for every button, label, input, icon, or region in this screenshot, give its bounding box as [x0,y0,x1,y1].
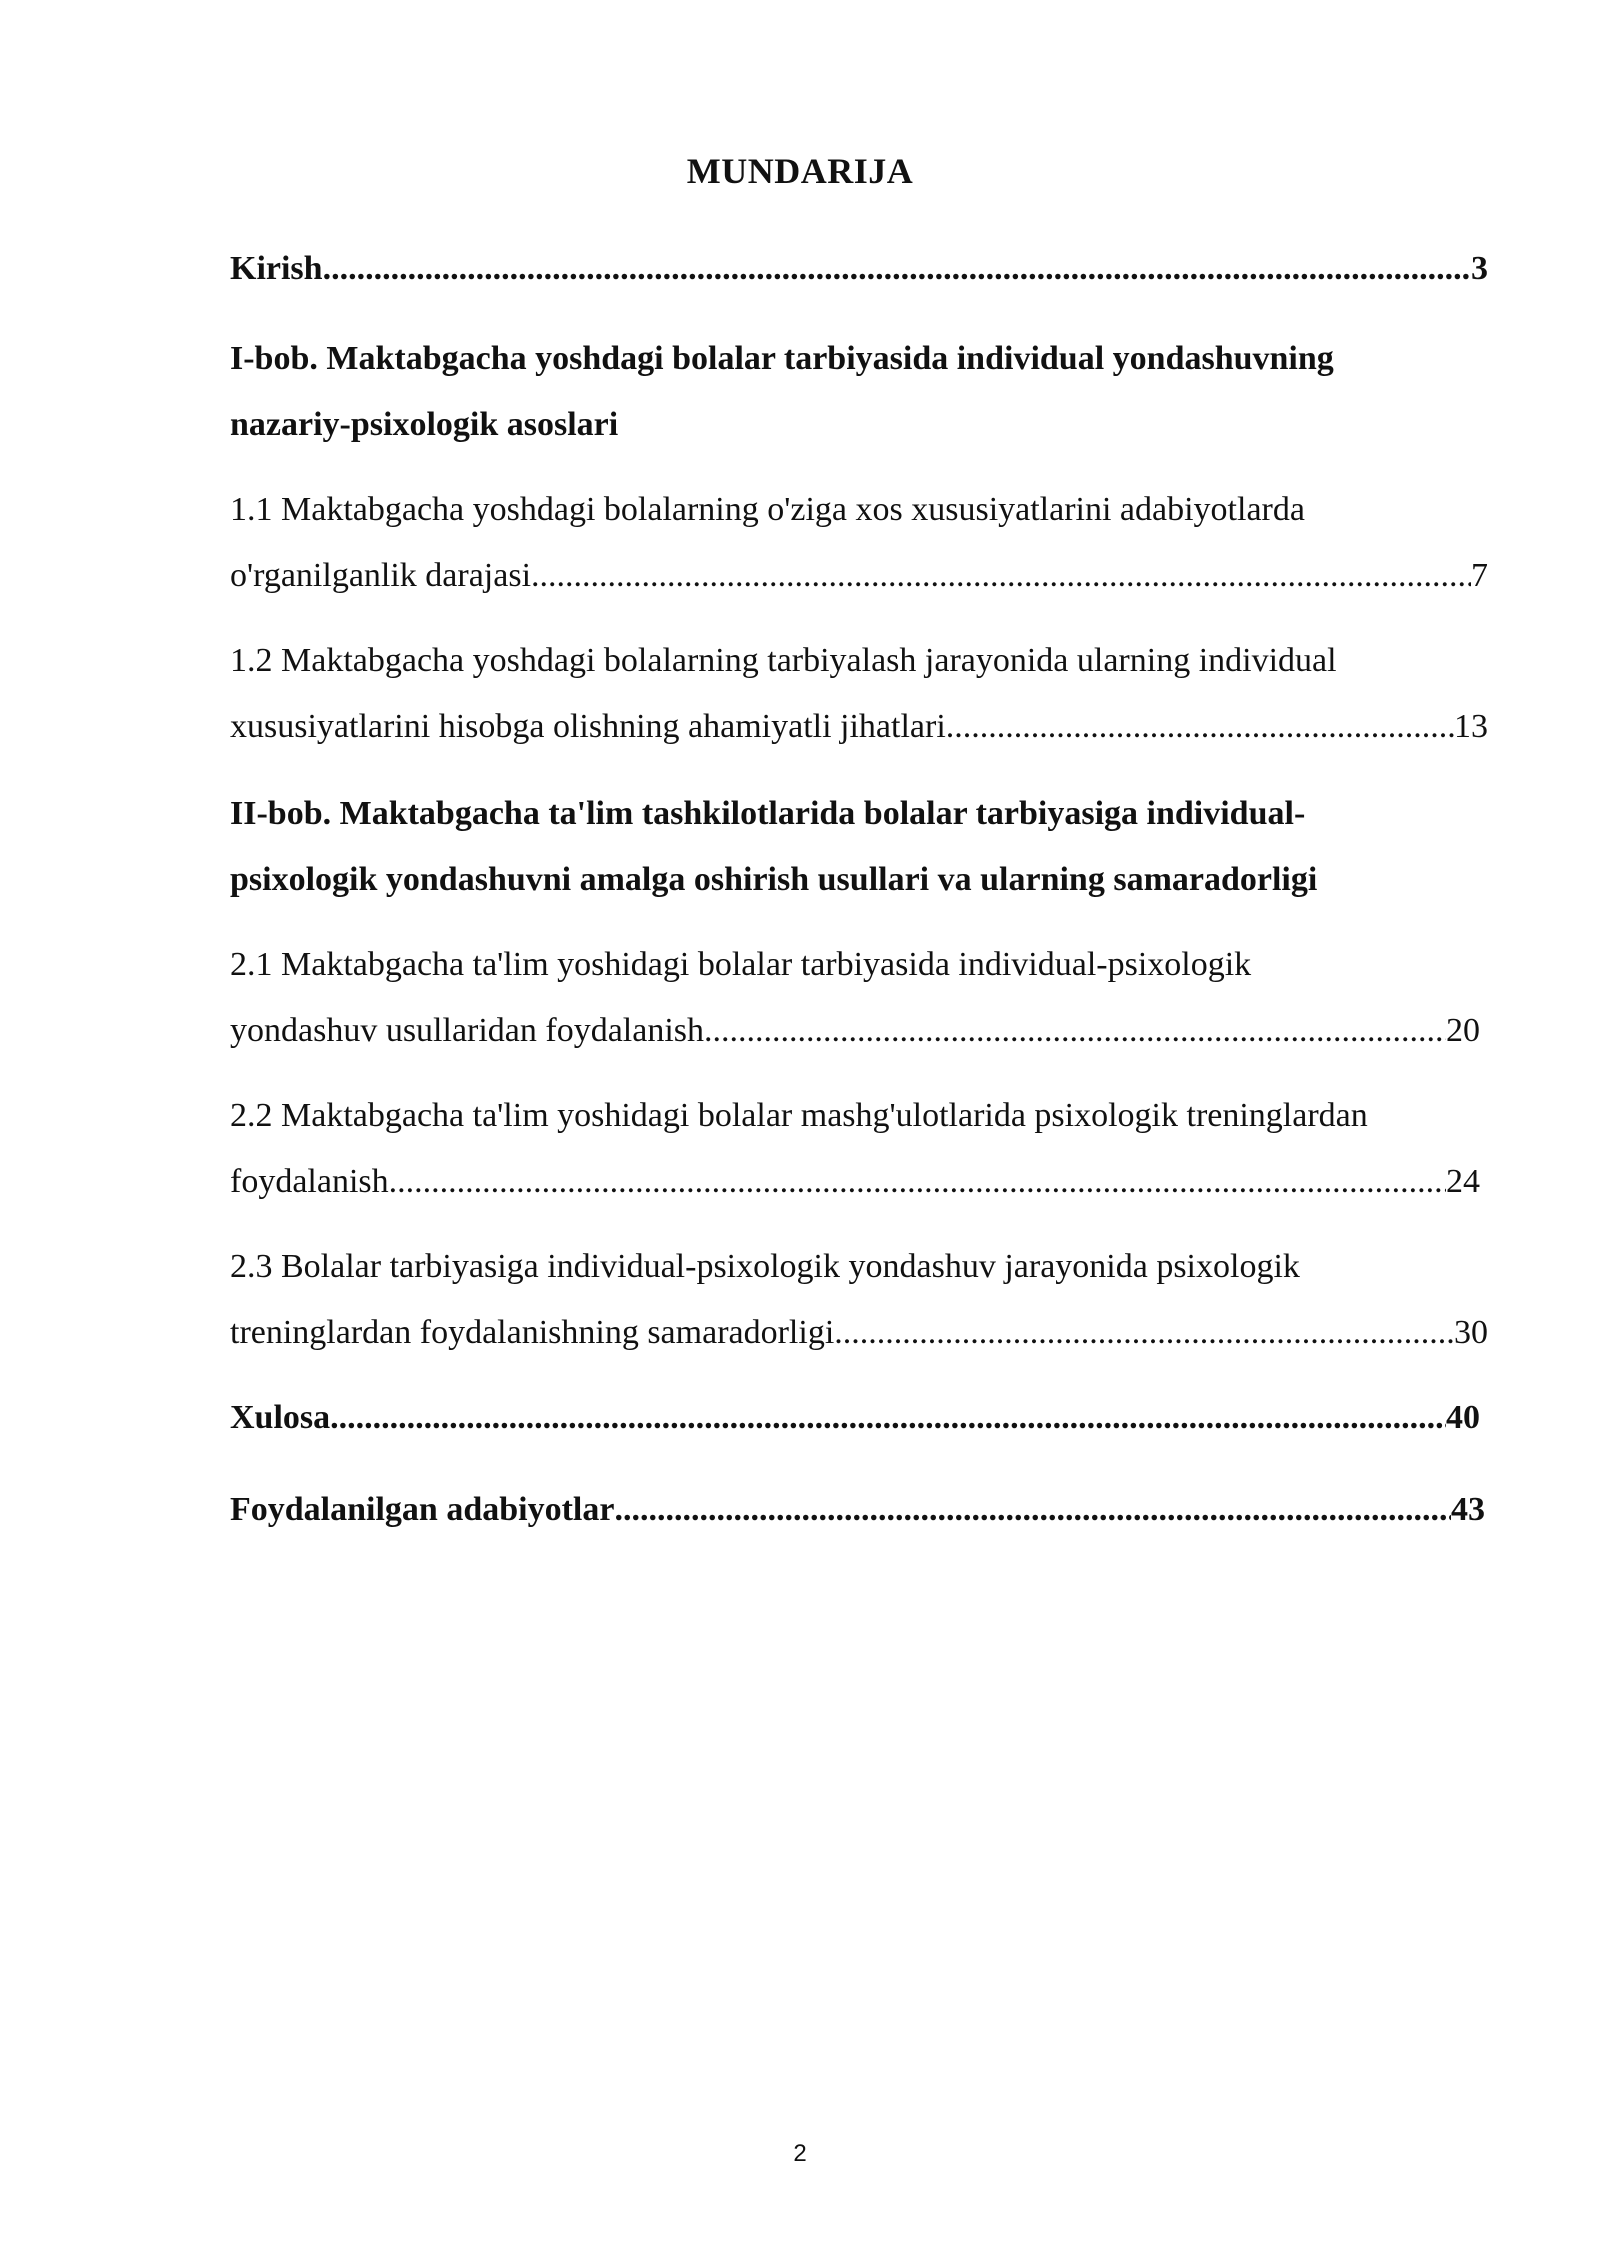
dot-leader [330,1385,1446,1451]
toc-page-number: 40 [1446,1399,1480,1436]
toc-page-number: 24 [1446,1163,1480,1200]
toc-title: MUNDARIJA [686,151,914,191]
toc-entry-xulosa[interactable] [230,1385,1480,1451]
toc-page-number: 3 [1471,250,1488,287]
toc-section-2-2[interactable] [230,1083,1488,1215]
toc-section-line: 2.3 Bolalar tarbiyasiga individual-psixologik yondashuv jarayonida psixologik [230,1248,1300,1285]
toc-section-1-2[interactable] [230,628,1488,760]
toc-section-line: o'rganilganlik darajasi [230,557,532,594]
toc-page-number: 7 [1471,557,1488,594]
toc-section-line: 1.2 Maktabgacha yoshdagi bolalarning tarbiyalash jarayonida ularning individual [230,642,1337,679]
toc-section-line: yondashuv usullaridan foydalanish [230,1012,705,1049]
toc-section-line: xususiyatlarini hisobga olishning ahamiyatli jihatlari [230,708,946,745]
toc-section-line: foydalanish [230,1163,389,1200]
toc-page-number: 20 [1446,1012,1480,1049]
toc-page-number: 13 [1454,708,1488,745]
toc-chapter-line: II-bob. Maktabgacha ta'lim tashkilotlarida bolalar tarbiyasiga individual- [230,795,1306,832]
dot-leader [614,1477,1451,1543]
dot-leader [389,1149,1446,1215]
toc-chapter-1[interactable] [230,326,1488,458]
toc-page-number: 43 [1451,1491,1485,1528]
toc-section-2-1[interactable] [230,932,1488,1064]
dot-leader [531,543,1471,609]
toc-section-1-1[interactable] [230,477,1488,609]
page-number: 2 [793,2140,807,2167]
toc-section-2-3[interactable] [230,1234,1488,1366]
toc-entry-label: Kirish [230,250,323,287]
toc-section-line: 2.1 Maktabgacha ta'lim yoshidagi bolalar tarbiyasida individual-psixologik [230,946,1252,983]
toc-section-line: treninglardan foydalanishning samaradorligi [230,1314,835,1351]
toc-section-line: 1.1 Maktabgacha yoshdagi bolalarning o'ziga xos xususiyatlarini adabiyotlarda [230,491,1305,528]
dot-leader [704,998,1446,1064]
toc-page-number: 30 [1454,1314,1488,1351]
toc-section-line: 2.2 Maktabgacha ta'lim yoshidagi bolalar mashg'ulotlarida psixologik treninglardan [230,1097,1368,1134]
dot-leader [323,236,1471,302]
toc-chapter-line: psixologik yondashuvni amalga oshirish usullari va ularning samaradorligi [230,861,1318,898]
toc-entry-label: Foydalanilgan adabiyotlar [230,1491,615,1528]
dot-leader [834,1300,1454,1366]
dot-leader [946,694,1454,760]
toc-entry-label: Xulosa [230,1399,331,1436]
toc-entry-adabiyotlar[interactable] [230,1477,1485,1543]
toc-chapter-line: nazariy-psixologik asoslari [230,406,619,443]
toc-entry-kirish[interactable] [230,236,1488,302]
toc-chapter-2[interactable] [230,781,1488,913]
toc-chapter-line: I-bob. Maktabgacha yoshdagi bolalar tarbiyasida individual yondashuvning [230,340,1334,377]
